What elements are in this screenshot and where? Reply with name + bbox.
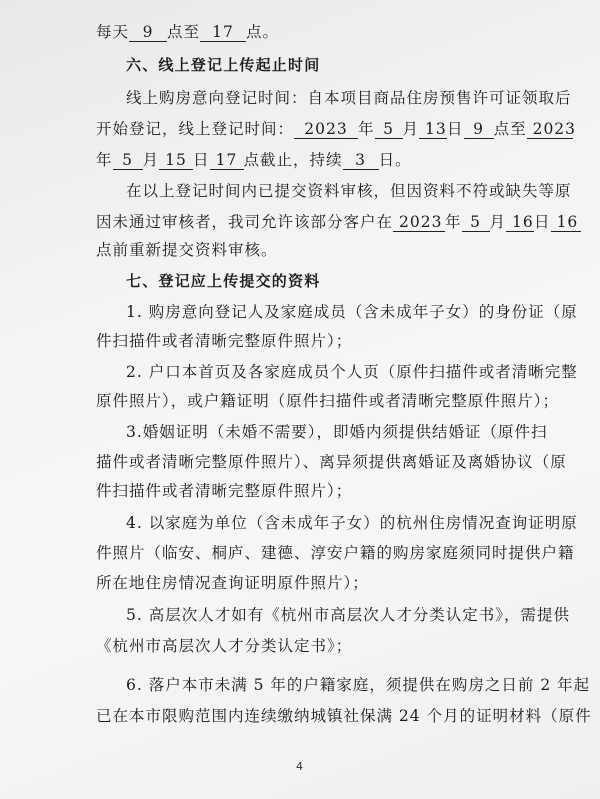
list-item-2-line-2: 原件照片），或户籍证明（原件扫描件或者清晰完整原件照片）； bbox=[96, 392, 560, 410]
section-heading-7: 七、登记应上传提交的资料 bbox=[126, 272, 321, 290]
text: 月 bbox=[489, 213, 507, 231]
underlined-value: 17 bbox=[200, 23, 246, 42]
line-registration-end bbox=[96, 150, 412, 170]
list-item-6-line-1: 6. 落户本市未满 5 年的户籍家庭，须提供在购房之日前 2 年起 bbox=[126, 676, 591, 694]
list-item-2-line-1: 2. 户口本首页及各家庭成员个人页（原件扫描件或者清晰完整 bbox=[126, 363, 578, 381]
text: 点至 bbox=[167, 23, 201, 41]
list-item-1-line-1: 1. 购房意向登记人及家庭成员（含未成年子女）的身份证（原 bbox=[126, 303, 578, 321]
list-item-5-line-2: 《杭州市高层次人才分类认定书》； bbox=[96, 637, 353, 655]
line-resubmission-deadline bbox=[96, 212, 581, 232]
line-registration-start bbox=[96, 119, 577, 139]
text: 月 bbox=[402, 120, 420, 138]
section-heading-6: 六、线上登记上传起止时间 bbox=[126, 56, 321, 74]
list-item-6-line-2: 已在本市限购范围内连续缴纳城镇社保满 24 个月的证明材料（原件 bbox=[96, 707, 592, 725]
list-item-4-line-1: 4. 以家庭为单位（含未成年子女）的杭州住房情况查询证明原 bbox=[126, 514, 578, 532]
list-item-3-line-1: 3.婚姻证明（未婚不需要），即婚内须提供结婚证（原件扫 bbox=[126, 423, 548, 441]
underlined-value: 5 bbox=[113, 151, 143, 170]
underlined-value: 3 bbox=[343, 151, 379, 170]
page-number: 4 bbox=[296, 760, 303, 773]
underlined-value: 16 bbox=[551, 213, 581, 232]
paragraph-line: 点前重新提交资料审核。 bbox=[96, 241, 278, 259]
underlined-value: 16 bbox=[506, 213, 534, 232]
underlined-value: 5 bbox=[375, 120, 403, 139]
list-item-5-line-1: 5. 高层次人才如有《杭州市高层次人才分类认定书》，需提供 bbox=[126, 606, 570, 624]
underlined-value: 2023 bbox=[294, 120, 358, 139]
list-item-1-line-2: 件扫描件或者清晰完整原件照片）； bbox=[96, 332, 353, 350]
paragraph-line: 线上购房意向登记时间：自本项目商品住房预售许可证领取后 bbox=[126, 89, 572, 107]
text: 点截止，持续 bbox=[243, 151, 343, 169]
underlined-value: 5 bbox=[462, 213, 490, 232]
text: 开始登记，线上登记时间： bbox=[96, 120, 295, 138]
text: 日 bbox=[534, 213, 551, 231]
text: 日 bbox=[447, 120, 464, 138]
list-item-4-line-2: 件照片（临安、桐庐、建德、淳安户籍的购房家庭须同时提供户籍 bbox=[96, 544, 575, 562]
underlined-value: 17 bbox=[210, 151, 244, 170]
paragraph-line: 在以上登记时间内已提交资料审核，但因资料不符或缺失等原 bbox=[126, 182, 572, 200]
underlined-value: 15 bbox=[159, 151, 193, 170]
text: 年 bbox=[358, 120, 375, 138]
list-item-4-line-3: 所在地住房情况查询证明原件照片）； bbox=[96, 574, 369, 592]
text: 年 bbox=[96, 151, 113, 169]
line-daily-hours bbox=[96, 22, 279, 42]
underlined-value: 9 bbox=[129, 23, 167, 42]
underlined-value: 9 bbox=[464, 120, 494, 139]
text: 点至 bbox=[493, 120, 527, 138]
underlined-value: 13 bbox=[419, 120, 447, 139]
text: 每天 bbox=[96, 23, 130, 41]
text: 点。 bbox=[246, 23, 280, 41]
text: 年 bbox=[445, 213, 462, 231]
text: 月 bbox=[142, 151, 160, 169]
underlined-value: 2023 bbox=[527, 120, 573, 139]
list-item-3-line-2: 描件或者清晰完整原件照片）、离异须提供离婚证及离婚协议（原 bbox=[96, 453, 567, 471]
text: 日。 bbox=[378, 151, 412, 169]
text: 因未通过审核者，我司允许该部分客户在 bbox=[96, 213, 394, 231]
underlined-value: 2023 bbox=[393, 213, 445, 232]
list-item-3-line-3: 件扫描件或者清晰完整原件照片）； bbox=[96, 482, 353, 500]
text: 日 bbox=[193, 151, 210, 169]
